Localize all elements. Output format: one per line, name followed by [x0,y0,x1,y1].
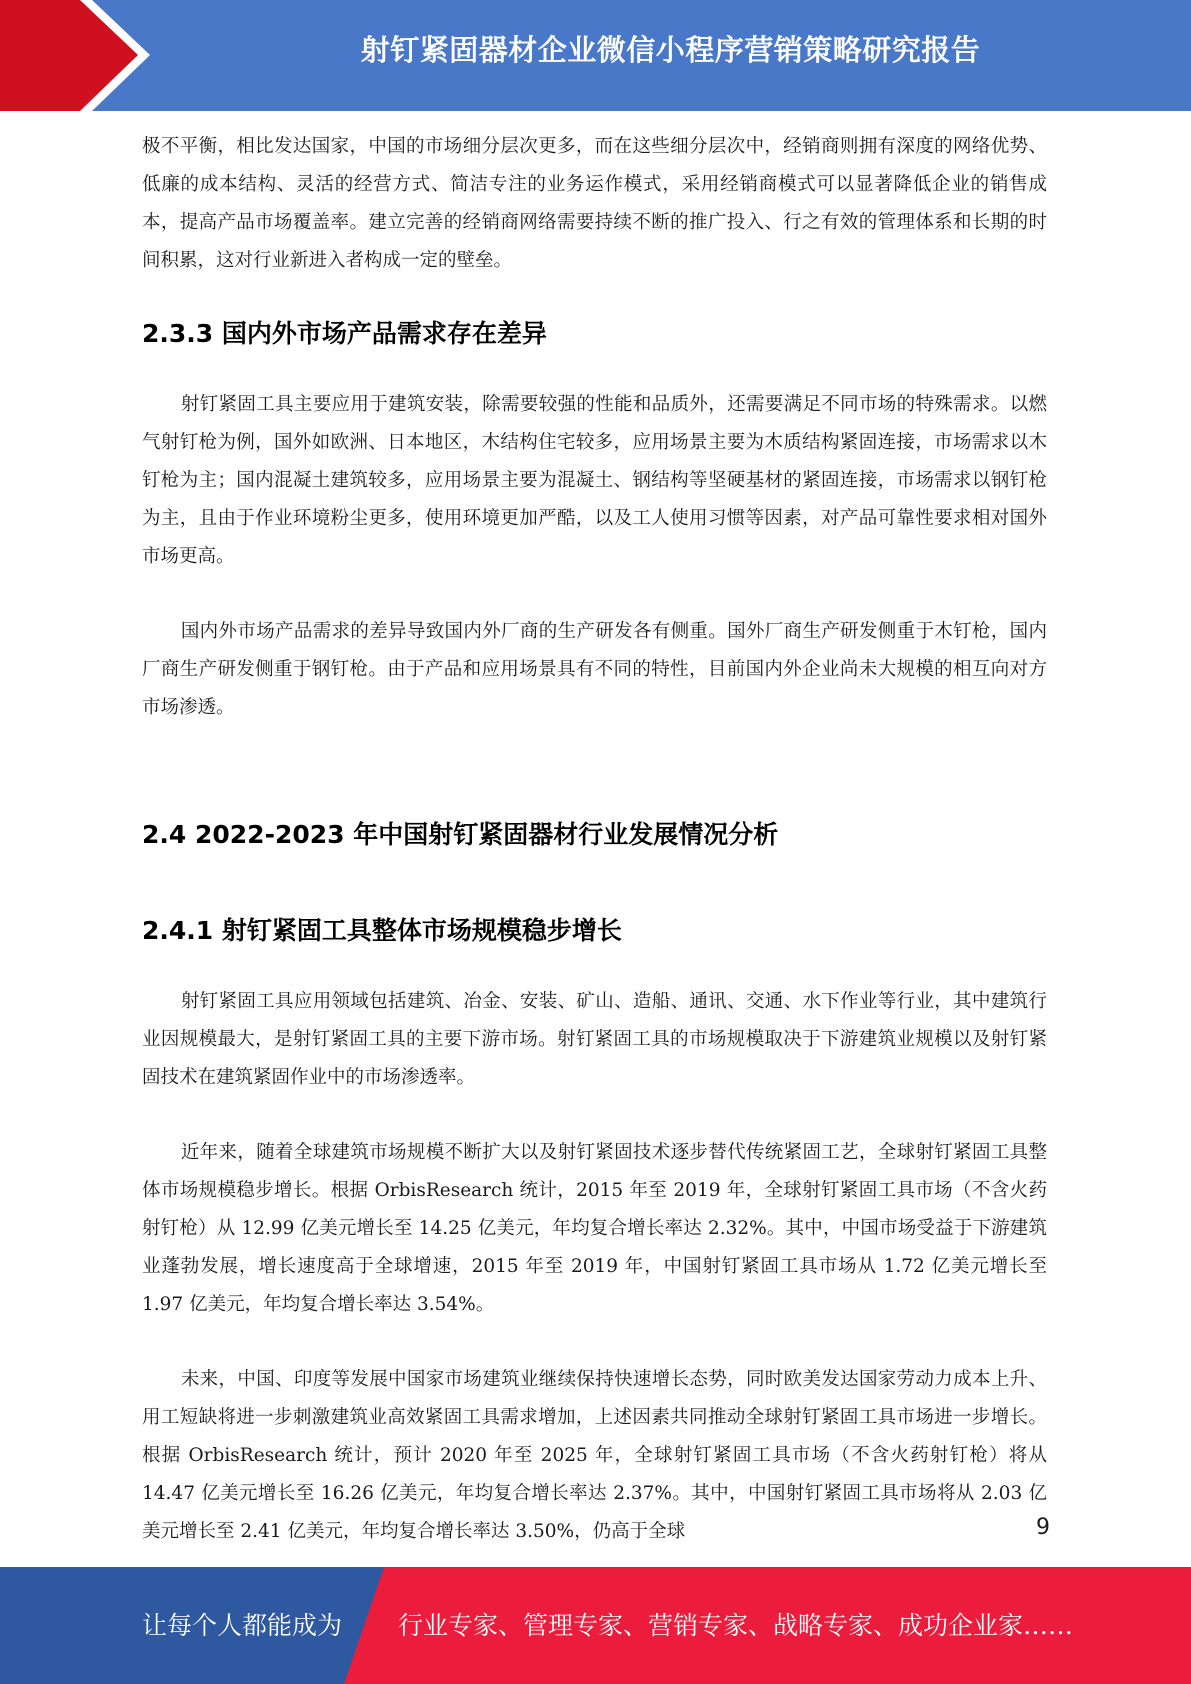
page-content [142,128,1047,1551]
paragraph-market-growth: 近年来，随着全球建筑市场规模不断扩大以及射钉紧固技术逐步替代传统紧固工艺，全球射钉紧固工具整体市场规模稳步增长。根据 OrbisResearch 统计，2015 年至 2019 年，全球射钉紧固工具市场（不含火药射钉枪）从 12.99 亿美元增长至 14.25 亿美元，年均复合增长率达 2.32%。其中，中国市场受益于下游建筑业蓬勃发展，增长速度高于全球增速，2015 年至 2019 年，中国射钉紧固工具市场从 1.72 亿美元增长至 1.97 亿美元，年均复合增长率达 3.54%。 [142,1142,1047,1315]
footer-banner [0,1567,1191,1684]
section-heading-2-4: 2.4 2022-2023 年中国射钉紧固器材行业发展情况分析 [142,820,779,849]
page-number: 9 [1036,1515,1050,1540]
paragraph-distributor-network: 极不平衡，相比发达国家，中国的市场细分层次更多，而在这些细分层次中，经销商则拥有深度的网络优势、低廉的成本结构、灵活的经营方式、简洁专注的业务运作模式，采用经销商模式可以显著降低企业的销售成本，提高产品市场覆盖率。建立完善的经销商网络需要持续不断的推广投入、行之有效的管理体系和长期的时间积累，这对行业新进入者构成一定的壁垒。 [142,136,1047,271]
paragraph-application-fields: 射钉紧固工具应用领域包括建筑、冶金、安装、矿山、造船、通讯、交通、水下作业等行业，其中建筑行业因规模最大，是射钉紧固工具的主要下游市场。射钉紧固工具的市场规模取决于下游建筑业规模以及射钉紧固技术在建筑紧固作业中的市场渗透率。 [142,991,1047,1088]
section-heading-2-3-3: 2.3.3 国内外市场产品需求存在差异 [142,319,547,348]
paragraph-rd-focus: 国内外市场产品需求的差异导致国内外厂商的生产研发各有侧重。国外厂商生产研发侧重于木钉枪，国内厂商生产研发侧重于钢钉枪。由于产品和应用场景具有不同的特性，目前国内外企业尚未大规模的相互向对方市场渗透。 [142,621,1047,718]
header-arrow-icon [0,0,160,111]
report-title: 射钉紧固器材企业微信小程序营销策略研究报告 [360,33,981,67]
paragraph-future-outlook: 未来，中国、印度等发展中国家市场建筑业继续保持快速增长态势，同时欧美发达国家劳动力成本上升、用工短缺将进一步刺激建筑业高效紧固工具需求增加，上述因素共同推动全球射钉紧固工具市场进一步增长。根据 OrbisResearch 统计，预计 2020 年至 2025 年，全球射钉紧固工具市场（不含火药射钉枪）将从 14.47 亿美元增长至 16.26 亿美元，年均复合增长率达 2.37%。其中，中国射钉紧固工具市场将从 2.03 亿美元增长至 2.41 亿美元，年均复合增长率达 3.50%，仍高于全球 [142,1369,1047,1542]
section-heading-2-4-1: 2.4.1 射钉紧固工具整体市场规模稳步增长 [142,916,622,945]
footer-slogan-right: 行业专家、管理专家、营销专家、战略专家、成功企业家…… [398,1611,1074,1640]
paragraph-demand-differences: 射钉紧固工具主要应用于建筑安装，除需要较强的性能和品质外，还需要满足不同市场的特殊需求。以燃气射钉枪为例，国外如欧洲、日本地区，木结构住宅较多，应用场景主要为木质结构紧固连接，市场需求以木钉枪为主；国内混凝土建筑较多，应用场景主要为混凝土、钢结构等坚硬基材的紧固连接，市场需求以钢钉枪为主，且由于作业环境粉尘更多，使用环境更加严酷，以及工人使用习惯等因素，对产品可靠性要求相对国外市场更高。 [142,394,1047,567]
footer-slogan-left: 让每个人都能成为 [142,1611,343,1640]
header-banner [0,0,1191,111]
